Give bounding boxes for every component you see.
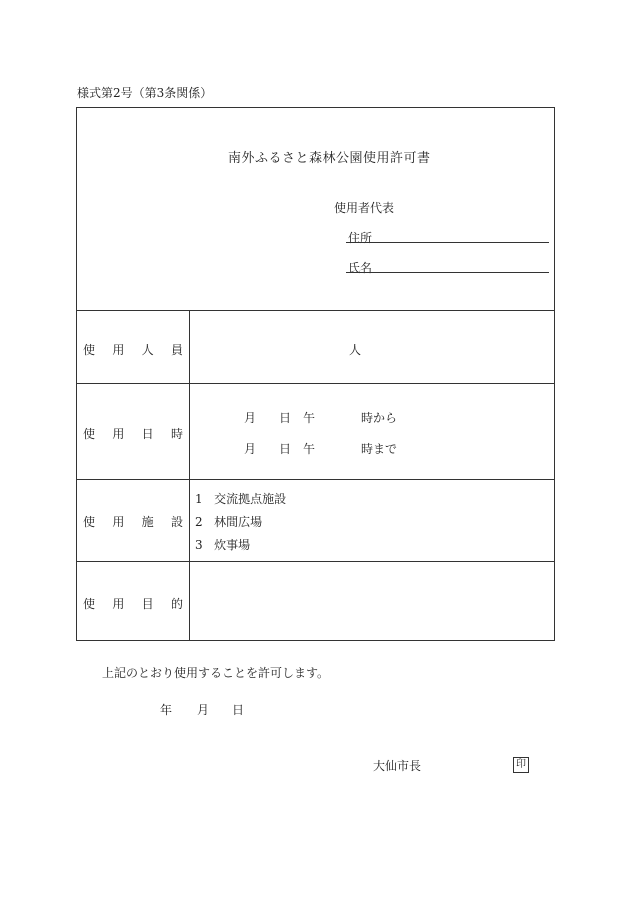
facility-item[interactable]: 1 交流拠点施設 [195, 492, 287, 506]
name-label: 氏名 [348, 261, 373, 275]
date-day: 日 [232, 703, 245, 717]
signer-title: 大仙市長 [373, 759, 422, 773]
to-day: 日 [279, 442, 292, 456]
name-field[interactable] [346, 272, 549, 273]
purpose-field[interactable] [190, 562, 554, 640]
divider [77, 310, 554, 311]
to-month: 月 [244, 442, 257, 456]
purpose-label: 使 用 目 的 [83, 597, 183, 611]
divider [77, 479, 554, 480]
facilities-label: 使 用 施 設 [83, 515, 183, 529]
document-title: 南外ふるさと森林公園使用許可書 [228, 151, 431, 166]
persons-label: 使 用 人 員 [83, 343, 183, 357]
address-field[interactable] [346, 242, 549, 243]
address-label: 住所 [348, 231, 373, 245]
seal-mark: 印 [513, 757, 529, 773]
from-ampm: 午 [303, 411, 316, 425]
to-suffix: 時まで [361, 442, 398, 456]
date-month: 月 [197, 703, 210, 717]
applicant-heading: 使用者代表 [334, 201, 395, 215]
permit-form [76, 107, 555, 641]
datetime-label: 使 用 日 時 [83, 427, 183, 441]
from-month: 月 [244, 411, 257, 425]
date-year: 年 [160, 703, 173, 717]
facility-item[interactable]: 2 林間広場 [195, 515, 263, 529]
form-number: 様式第2号（第3条関係） [77, 86, 213, 100]
from-suffix: 時から [361, 411, 398, 425]
divider [77, 383, 554, 384]
from-day: 日 [279, 411, 292, 425]
facility-item[interactable]: 3 炊事場 [195, 538, 251, 552]
persons-unit: 人 [349, 343, 362, 357]
to-ampm: 午 [303, 442, 316, 456]
approval-text: 上記のとおり使用することを許可します。 [102, 666, 330, 680]
